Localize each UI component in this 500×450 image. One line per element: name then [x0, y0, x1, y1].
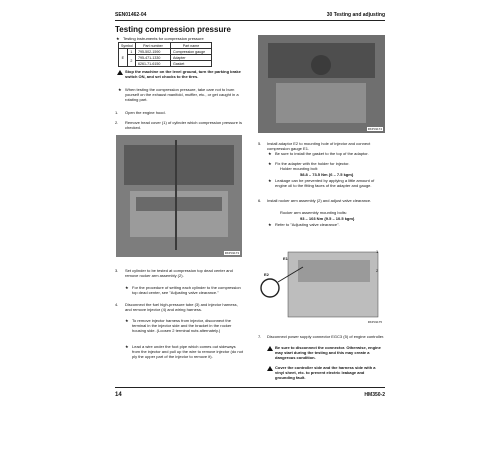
step-number: 6. — [258, 198, 262, 203]
engine-illustration — [116, 135, 242, 257]
section-title: 30 Testing and adjusting — [326, 12, 385, 18]
note-text: ★ When testing the compression pressure, take care not to burn yourself on the exhaust manifold, muffler, etc., or get caught in a rotating part. — [125, 87, 243, 102]
cell-part-number: 795-502-1590 — [135, 49, 170, 55]
step-text: Disconnect power supply connector EGC3 (5) of engine controller. — [267, 334, 385, 339]
cell-part-number: 795-471-1330 — [135, 55, 170, 61]
step-text: Set cylinder to be tested at compression top dead center and remove rocker arm assembly (2). — [125, 268, 233, 278]
step-number: 2. — [115, 120, 119, 125]
step-number: 7. — [258, 334, 262, 339]
page-number: 14 — [115, 392, 122, 398]
photo-head-cover — [116, 135, 242, 257]
label-e2: E2 — [264, 272, 269, 277]
step-number: 3. — [115, 268, 119, 273]
torque-value: 58.8 – 73.5 Nm {6 – 7.5 kgm} — [300, 172, 354, 177]
cell-group: E — [119, 49, 128, 67]
page-title: Testing compression pressure — [115, 25, 231, 34]
photo-ref: RKP31173 — [224, 251, 239, 255]
torque-value: 93 – 103 Nm {9.5 – 10.5 kgm} — [300, 216, 355, 221]
step-text: Remove head cover (1) of cylinder which compression pressure is checked. — [125, 120, 242, 130]
step-text: Disconnect the fuel high-pressure tube (3) and injector harness, and remove injector (4) and wiring harness. — [125, 302, 238, 312]
footer-rule — [115, 387, 385, 388]
figure-gauge — [258, 232, 385, 326]
doc-code: SEN01462-04 — [115, 12, 147, 18]
label-e1: E1 — [283, 256, 288, 261]
warning-text: Cover the controller side and the harness side with a vinyl sheet, etc. to prevent electric leakage and grounding fault. — [275, 365, 376, 380]
bolt-label: Rocker arm assembly mounting bolts: — [280, 210, 347, 215]
photo-adapter — [258, 35, 385, 133]
note-text: ★ Fix the adapter with the holder for injector. — [275, 161, 385, 166]
cell-sub: 1 — [127, 49, 135, 55]
warning-text: Stop the machine on the level ground, turn the parking brake switch ON, and set chocks to the tires. — [125, 69, 241, 79]
th-symbol: Symbol — [119, 43, 136, 49]
step-text: Install adaptor E2 to mounting hole of injector and connect compression gauge E1. — [267, 141, 371, 151]
cell-part-number: 6261-71-6150 — [135, 61, 170, 67]
note-text: ★ To remove injector harness from injector, disconnect the terminal in the injector side and the bracket in the rocker housing side. (Loosen 2 terminal nuts alternately.) — [132, 318, 243, 333]
note-text: ★ Lead a wire under the foot pipe which comes out sideways from the injector and pull up the wire to remove injector (do not ply the upper part of the injector to remove it). — [132, 344, 243, 359]
warning-icon — [267, 346, 273, 351]
gauge-illustration — [258, 232, 385, 326]
step-number: 4. — [115, 302, 119, 307]
cell-part-name: Adapter — [170, 55, 211, 61]
step-number: 5. — [258, 141, 262, 146]
bolt-label: Holder mounting bolt: — [280, 166, 319, 171]
step-text: Open the engine hood. — [125, 110, 166, 115]
callout-1: 1 — [376, 249, 379, 254]
cell-part-name: Gasket — [170, 61, 211, 67]
th-part-number: Part number — [135, 43, 170, 49]
step-text: Install rocker arm assembly (2) and adjust valve clearance. — [267, 198, 372, 203]
cell-sub: 2 — [127, 55, 135, 67]
warning-icon — [117, 70, 123, 75]
step-number: 1. — [115, 110, 119, 115]
cylinder-illustration — [258, 35, 385, 133]
cell-part-name: Compression gauge — [170, 49, 211, 55]
tool-table — [118, 42, 212, 67]
th-part-name: Part name — [170, 43, 211, 49]
model-name: HM350-2 — [364, 392, 385, 398]
note-text: ★ Leakage can be prevented by applying a little amount of engine oil to the fitting faces of the adapter and gauge. — [275, 178, 385, 188]
note-text: ★ Refer to "Adjusting valve clearance". — [275, 222, 385, 227]
note-text: ★ For the procedure of setting each cylinder to the compression top dead center, see "Adjusting valve clearance." — [132, 285, 243, 295]
photo-ref: RKP31175 — [367, 320, 382, 324]
intro-text: ★ Testing instruments for compression pressure — [123, 36, 204, 41]
warning-icon — [267, 366, 273, 371]
note-text: ★ Be sure to install the gasket to the top of the adaptor. — [275, 151, 385, 156]
warning-text: Be sure to disconnect the connector. Otherwise, engine may start during the testing and this may create a dangerous condition. — [275, 345, 381, 360]
callout-2: 2 — [376, 268, 379, 273]
photo-ref: RKP31174 — [367, 127, 382, 131]
header-rule — [115, 20, 385, 21]
